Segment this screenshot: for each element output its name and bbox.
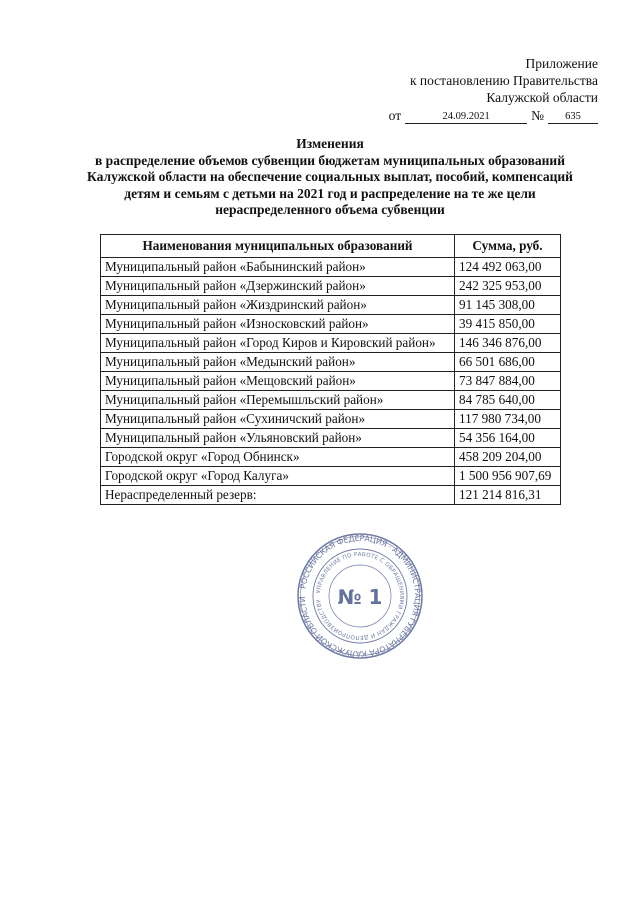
subvention-amount: 458 209 204,00 [455,448,561,467]
subvention-amount: 146 346 876,00 [455,334,561,353]
municipality-name: Муниципальный район «Жиздринский район» [101,296,455,315]
table-row [101,258,561,277]
svg-text:№ 1: № 1 [337,585,383,609]
table-row [101,486,561,505]
date-prefix: от [388,108,402,123]
svg-text:УПРАВЛЕНИЕ ПО РАБОТЕ С ОБРАЩЕН: УПРАВЛЕНИЕ ПО РАБОТЕ С ОБРАЩЕНИЯМИ ГРАЖДАН И ДЕЛОПРОИЗВОДСТВУ [316,551,405,641]
number-sign: № [531,108,544,123]
subvention-amount: 117 980 734,00 [455,410,561,429]
municipality-name: Нераспределенный резерв: [101,486,455,505]
column-header-name: Наименования муниципальных образований [101,235,455,258]
municipality-name: Муниципальный район «Перемышльский район» [101,391,455,410]
subvention-amount: 242 325 953,00 [455,277,561,296]
approval-line [338,107,598,124]
approval-date: 24.09.2021 [405,111,527,124]
table-row [101,410,561,429]
appendix-header [338,55,598,124]
document-title [70,136,590,219]
table-body [101,258,561,505]
table-header-row [101,235,561,258]
municipality-name: Муниципальный район «Ульяновский район» [101,429,455,448]
approval-number: 635 [548,111,598,124]
table-row [101,429,561,448]
table-row [101,467,561,486]
svg-text:РОССИЙСКАЯ ФЕДЕРАЦИЯ · АДМИНИС: РОССИЙСКАЯ ФЕДЕРАЦИЯ · АДМИНИСТРАЦИЯ ГУБЕРНАТОРА КАЛУЖСКОЙ ОБЛАСТИ [297,533,423,659]
subvention-amount: 91 145 308,00 [455,296,561,315]
table-row [101,448,561,467]
municipality-name: Городской округ «Город Калуга» [101,467,455,486]
table-row [101,353,561,372]
appendix-resolution-line: к постановлению Правительства [409,73,598,88]
subvention-amount: 1 500 956 907,69 [455,467,561,486]
appendix-region-line: Калужской области [486,90,598,105]
table-row [101,391,561,410]
municipality-name: Муниципальный район «Медынский район» [101,353,455,372]
subvention-amount: 54 356 164,00 [455,429,561,448]
municipality-name: Муниципальный район «Износковский район» [101,315,455,334]
subvention-amount: 73 847 884,00 [455,372,561,391]
municipality-name: Муниципальный район «Мещовский район» [101,372,455,391]
table-row [101,315,561,334]
municipality-name: Муниципальный район «Бабынинский район» [101,258,455,277]
official-seal [296,532,424,660]
municipality-name: Муниципальный район «Сухиничский район» [101,410,455,429]
subvention-amount: 121 214 816,31 [455,486,561,505]
municipality-name: Муниципальный район «Город Киров и Кировский район» [101,334,455,353]
subvention-amount: 39 415 850,00 [455,315,561,334]
column-header-amount: Сумма, руб. [455,235,561,258]
table-row [101,277,561,296]
municipality-name: Муниципальный район «Дзержинский район» [101,277,455,296]
table-row [101,334,561,353]
title-subtitle: в распределение объемов субвенции бюджетам муниципальных образований Калужской области на обеспечение социальных выплат, пособий, компенсаций детям и семьям с детьми на 2021 год и распределение на те же цели нераспределенного объема субвенции [87,152,573,217]
appendix-title: Приложение [525,56,598,71]
subvention-amount: 66 501 686,00 [455,353,561,372]
table-row [101,372,561,391]
title-main: Изменения [296,136,364,151]
subvention-amount: 124 492 063,00 [455,258,561,277]
subvention-amount: 84 785 640,00 [455,391,561,410]
table-row [101,296,561,315]
subvention-table [100,234,561,505]
municipality-name: Городской округ «Город Обнинск» [101,448,455,467]
